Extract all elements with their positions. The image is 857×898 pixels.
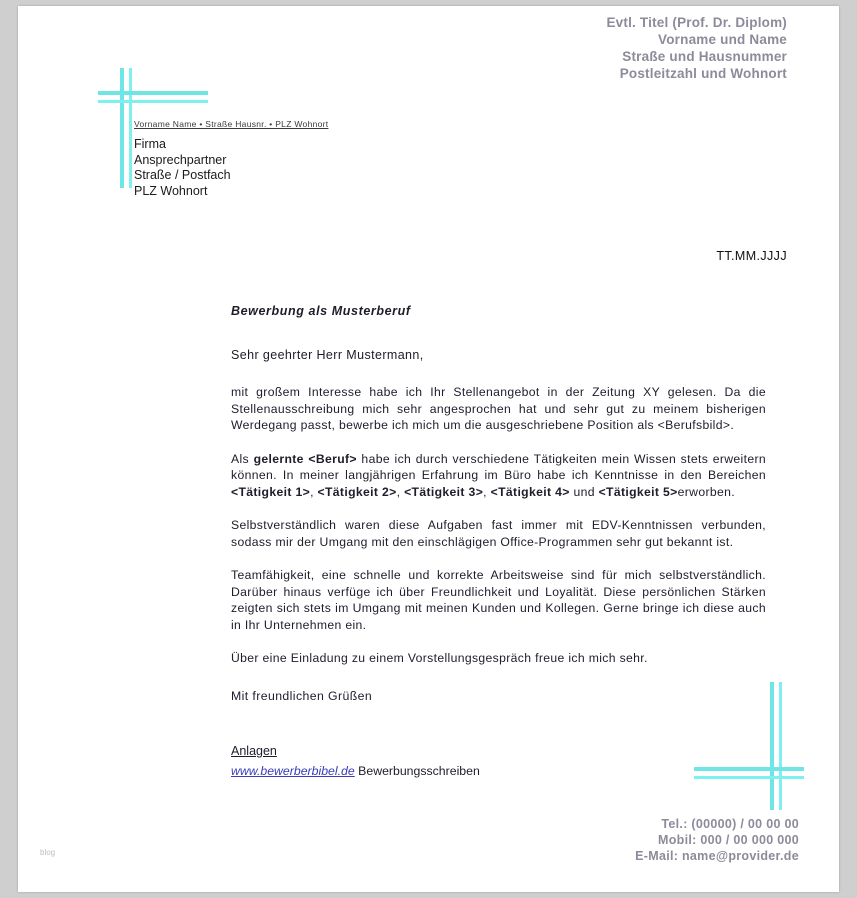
letter-salutation: Sehr geehrter Herr Mustermann, (231, 348, 424, 362)
footer-mobile: Mobil: 000 / 00 000 000 (657, 833, 799, 847)
sender-line-title: Evtl. Titel (Prof. Dr. Diplom) (606, 15, 787, 30)
cross-vertical-line-2 (129, 68, 132, 188)
recipient-address-block (134, 137, 231, 199)
letter-body (231, 304, 766, 703)
letter-paragraph-2: Als gelernte <Beruf> habe ich durch verschiedene Tätigkeiten mein Wissen stets erweitern können. In meiner langjährigen Erfahrung im Büro habe ich Kenntnisse in den Bereichen <Tätigkeit 1>, <Tätigkeit 2>, <Tätigkeit 3>, <Tätigkeit 4> und <Tätigkeit 5>erworben. (231, 451, 766, 499)
attachments-document-label: Bewerbungsschreiben (354, 764, 480, 778)
cross-horizontal-line-2 (98, 100, 208, 103)
letter-page (18, 6, 839, 892)
letter-paragraph-4: Teamfähigkeit, eine schnelle und korrekte Arbeitsweise sind für mich selbstverständlich. Darüber hinaus verfüge ich über Freundlichkeit und Loyalität. Diese persönlichen Stärken zeigten sich stets im Umgang mit meinen Kunden und Kollegen. Gerne bringe ich diese auch in Ihr Unternehmen ein. (231, 568, 766, 632)
letter-date: TT.MM.JJJJ (716, 249, 787, 263)
attachments-line (231, 764, 651, 778)
recipient-line-company: Firma (134, 137, 166, 151)
cross-vertical-line-1 (770, 682, 774, 810)
return-address-line: Vorname Name • Straße Hausnr. • PLZ Wohnort (134, 119, 329, 129)
website-link[interactable]: www.bewerberbibel.de (231, 764, 355, 778)
recipient-line-contact: Ansprechpartner (134, 152, 227, 167)
recipient-line-city: PLZ Wohnort (134, 183, 208, 198)
watermark-label: blog (40, 848, 56, 857)
sender-line-street: Straße und Hausnummer (622, 49, 787, 64)
recipient-line-street: Straße / Postfach (134, 168, 231, 182)
letter-paragraph-5: Über eine Einladung zu einem Vorstellungsgespräch freue ich mich sehr. (231, 651, 648, 665)
sender-line-city: Postleitzahl und Wohnort (619, 66, 787, 81)
letter-paragraph-3: Selbstverständlich waren diese Aufgaben fast immer mit EDV-Kenntnissen verbunden, sodass mir der Umgang mit den einschlägigen Office-Programmen sehr gut bekannt ist. (231, 518, 766, 549)
footer-contact-block (635, 816, 799, 864)
cross-horizontal-line-2 (694, 776, 804, 779)
letter-paragraph-1: mit großem Interesse habe ich Ihr Stellenangebot in der Zeitung XY gelesen. Da die Stellenausschreibung mich sehr angesprochen hat und sehr gut zu meinem bisherigen Werdegang passt, bewerbe ich mich um die ausgeschriebene Position als <Berufsbild>. (231, 385, 766, 432)
attachments-block (231, 744, 651, 778)
letter-subject: Bewerbung als Musterberuf (231, 304, 411, 318)
cross-vertical-line-2 (779, 682, 782, 810)
footer-phone: Tel.: (00000) / 00 00 00 (661, 817, 799, 831)
cross-horizontal-line-1 (694, 767, 804, 771)
letter-closing: Mit freundlichen Grüßen (231, 688, 373, 703)
cross-vertical-line-1 (120, 68, 124, 188)
attachments-title: Anlagen (231, 744, 277, 758)
cross-horizontal-line-1 (98, 91, 208, 95)
sender-line-name: Vorname und Name (658, 32, 787, 47)
sender-address-block (606, 14, 787, 82)
footer-email: E-Mail: name@provider.de (635, 849, 799, 863)
